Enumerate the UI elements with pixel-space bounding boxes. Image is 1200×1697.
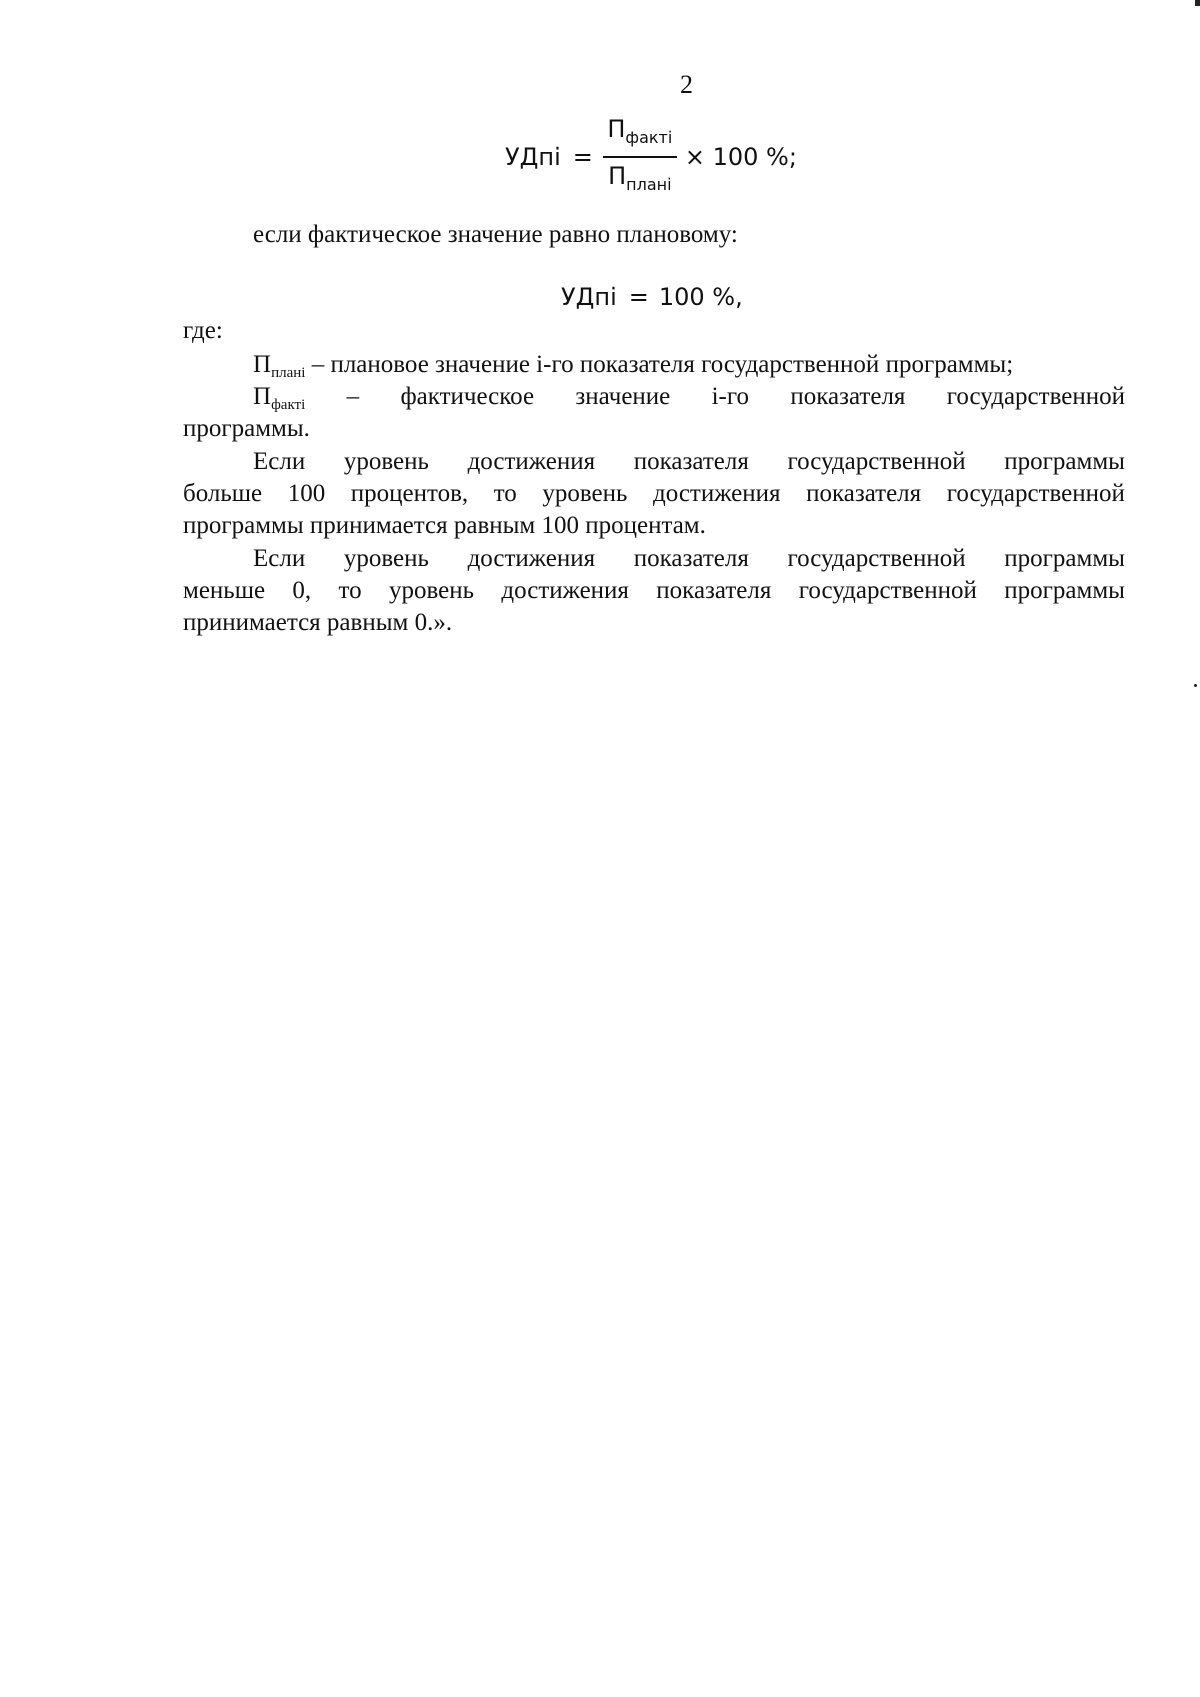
definition-plan-subscript: плані	[271, 365, 306, 381]
paragraph-word: достижения	[501, 577, 629, 604]
paragraph-1-line-2	[183, 479, 1125, 509]
paragraph-1-line-1	[253, 447, 1125, 477]
paragraph-word: то	[338, 577, 362, 604]
definition-fact-word: фактическое	[400, 383, 535, 410]
scan-dot-mark	[1194, 684, 1197, 687]
paragraph-word: показателя	[633, 448, 749, 475]
definition-fact-word: значение	[575, 383, 671, 410]
paragraph-word: государственной	[946, 480, 1125, 507]
paragraph-word: уровень	[388, 577, 475, 604]
paragraph-word: государственной	[787, 545, 966, 572]
condition-line: если фактическое значение равно плановому:	[253, 221, 738, 248]
paragraph-word: показателя	[806, 480, 922, 507]
paragraph-word: программы	[1004, 577, 1125, 604]
formula-lhs: УДпі	[505, 143, 561, 171]
main-formula	[505, 112, 797, 202]
definition-fact-word: показателя	[790, 383, 906, 410]
inline-formula-lhs: УДпі	[561, 283, 617, 311]
definition-fact-word: і-го	[711, 383, 750, 410]
paragraph-word: достижения	[467, 448, 596, 475]
formula-fraction	[603, 112, 677, 202]
formula-equals-sign: =	[572, 143, 593, 171]
fraction-numerator	[607, 112, 672, 155]
definition-fact-continuation: программы.	[183, 415, 310, 442]
fraction-bar	[603, 156, 677, 158]
paragraph-word: больше	[183, 480, 263, 507]
paragraph-2-line-3: принимается равным 0.».	[183, 609, 453, 636]
inline-formula	[561, 283, 743, 311]
paragraph-word: программы	[1004, 545, 1125, 572]
paragraph-word: государственной	[798, 577, 977, 604]
paragraph-word: уровень	[542, 480, 628, 507]
scan-edge-mark	[1195, 0, 1200, 6]
numerator-symbol: П	[607, 115, 626, 143]
paragraph-word: процентов,	[350, 480, 469, 507]
inline-formula-equals-sign: =	[628, 283, 649, 311]
paragraph-word: 100	[287, 480, 326, 507]
paragraph-word: уровень	[343, 448, 429, 475]
inline-formula-value: 100 %,	[658, 283, 743, 311]
paragraph-word: 0,	[292, 577, 312, 604]
paragraph-word: достижения	[652, 480, 781, 507]
paragraph-word: то	[493, 480, 517, 507]
page-number: 2	[680, 70, 693, 99]
paragraph-word: государственной	[787, 448, 966, 475]
denominator-symbol: П	[608, 162, 627, 190]
paragraph-1-line-3: программы принимается равным 100 процентам.	[183, 512, 706, 539]
paragraph-word: Если	[253, 545, 306, 572]
denominator-subscript: плані	[626, 175, 672, 194]
definition-fact-word: –	[346, 383, 360, 410]
definition-plan-text: – плановое значение і-го показателя государственной программы;	[311, 351, 1014, 378]
paragraph-word: уровень	[343, 545, 429, 572]
numerator-subscript: факті	[625, 128, 673, 147]
definition-fact-symbol: П	[253, 383, 272, 410]
definition-fact-word: государственной	[946, 383, 1125, 410]
formula-tail: × 100 %;	[684, 143, 797, 171]
where-label: где:	[183, 317, 223, 344]
paragraph-word: достижения	[467, 545, 596, 572]
fraction-denominator	[608, 159, 671, 202]
definition-plan-symbol: П	[253, 351, 272, 378]
paragraph-2-line-2	[183, 576, 1125, 606]
definition-fact-subscript: факті	[271, 397, 306, 413]
paragraph-word: показателя	[633, 545, 749, 572]
paragraph-word: Если	[253, 448, 306, 475]
paragraph-word: программы	[1004, 448, 1125, 475]
paragraph-2-line-1	[253, 544, 1125, 574]
paragraph-word: меньше	[183, 577, 266, 604]
paragraph-word: показателя	[656, 577, 772, 604]
